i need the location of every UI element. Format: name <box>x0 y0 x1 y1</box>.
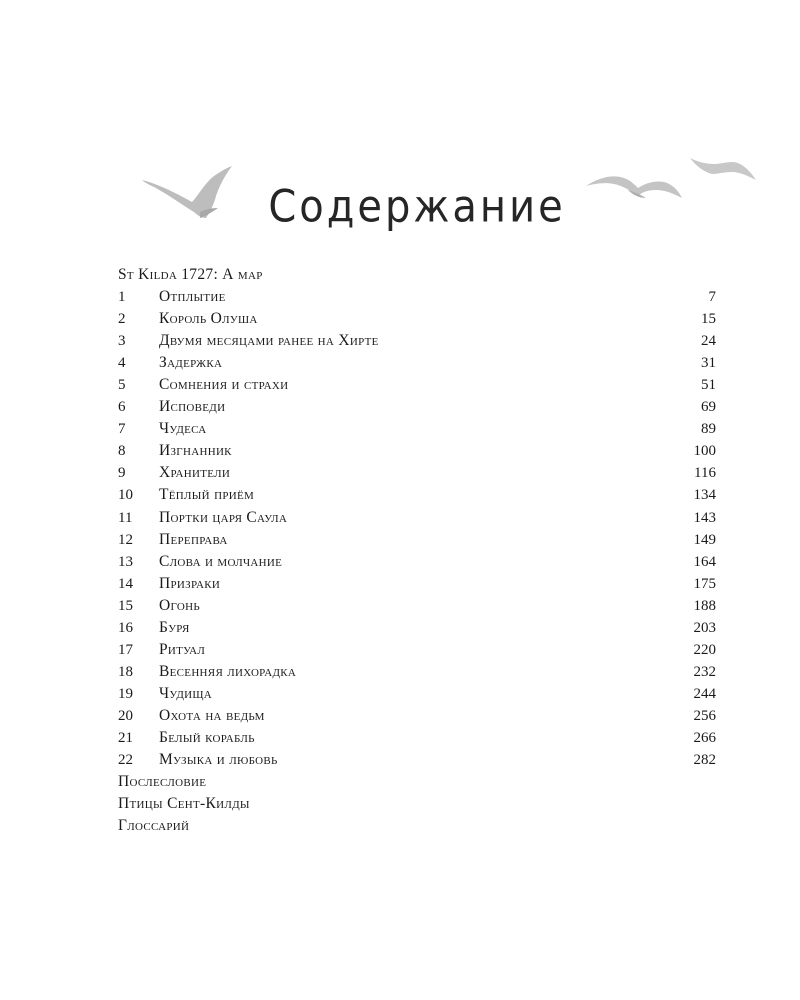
chapter-title: Буря <box>159 618 190 636</box>
chapter-number: 4 <box>118 355 126 372</box>
toc-prelude-title: St Kilda 1727: А мар <box>118 266 263 283</box>
toc-chapter-15[interactable] <box>118 595 718 617</box>
chapter-number: 6 <box>118 399 126 416</box>
chapter-page: 256 <box>693 707 716 724</box>
chapter-page: 244 <box>693 685 716 702</box>
chapter-page: 24 <box>701 333 716 350</box>
toc-appendix-title: Послесловие <box>118 773 207 791</box>
toc-chapter-4[interactable] <box>118 352 718 374</box>
chapter-title: Исповеди <box>159 398 226 416</box>
chapter-number: 21 <box>118 729 133 746</box>
chapter-page: 188 <box>693 597 716 614</box>
chapter-page: 51 <box>701 377 716 394</box>
toc-chapter-14[interactable] <box>118 573 718 595</box>
toc-chapter-12[interactable] <box>118 529 718 551</box>
chapter-page: 203 <box>693 619 716 636</box>
chapter-number: 12 <box>118 531 133 548</box>
chapter-number: 5 <box>118 377 126 394</box>
toc-chapter-13[interactable] <box>118 551 718 573</box>
chapter-number: 14 <box>118 575 133 592</box>
chapter-number: 16 <box>118 619 133 636</box>
toc-chapter-22[interactable] <box>118 749 718 771</box>
chapter-page: 149 <box>693 531 716 548</box>
toc-chapter-3[interactable] <box>118 330 718 352</box>
toc-afterword[interactable] <box>118 771 718 793</box>
page-title: Содержание <box>268 181 566 233</box>
chapter-page: 134 <box>693 487 716 504</box>
chapter-page: 69 <box>701 399 716 416</box>
chapter-page: 116 <box>694 465 716 482</box>
chapter-page: 100 <box>693 443 716 460</box>
chapter-page: 31 <box>701 355 716 372</box>
chapter-title: Чудеса <box>159 420 207 438</box>
chapter-title: Сомнения и страхи <box>159 376 289 394</box>
chapter-page: 143 <box>693 509 716 526</box>
chapter-title: Король Олуша <box>159 310 258 328</box>
toc-chapter-18[interactable] <box>118 661 718 683</box>
chapter-page: 232 <box>693 663 716 680</box>
chapter-title: Весенняя лихорадка <box>159 662 297 680</box>
toc-chapter-17[interactable] <box>118 639 718 661</box>
toc-chapter-16[interactable] <box>118 617 718 639</box>
toc-birds-of-st-kilda[interactable] <box>118 793 718 815</box>
chapter-number: 1 <box>118 289 126 306</box>
chapter-page: 220 <box>693 641 716 658</box>
chapter-title: Охота на ведьм <box>159 706 265 724</box>
chapter-number: 15 <box>118 597 133 614</box>
toc-chapter-8[interactable] <box>118 440 718 462</box>
toc-chapter-20[interactable] <box>118 705 718 727</box>
chapter-title: Чудища <box>159 684 213 702</box>
chapter-number: 3 <box>118 333 126 350</box>
chapter-number: 2 <box>118 311 126 328</box>
chapter-title: Слова и молчание <box>159 552 283 570</box>
chapter-title: Белый корабль <box>159 728 255 746</box>
chapter-title: Портки царя Саула <box>159 508 288 526</box>
chapter-page: 282 <box>693 752 716 769</box>
chapter-number: 11 <box>118 509 133 526</box>
toc-chapter-10[interactable] <box>118 484 718 506</box>
toc-glossary[interactable] <box>118 815 718 837</box>
chapter-number: 10 <box>118 487 133 504</box>
toc-chapter-6[interactable] <box>118 396 718 418</box>
toc-chapter-2[interactable] <box>118 308 718 330</box>
chapter-number: 19 <box>118 685 133 702</box>
chapter-page: 89 <box>701 421 716 438</box>
chapter-page: 175 <box>693 575 716 592</box>
chapter-title: Музыка и любовь <box>159 751 278 769</box>
chapter-title: Ритуал <box>159 640 206 658</box>
chapter-number: 22 <box>118 752 133 769</box>
toc-chapter-5[interactable] <box>118 374 718 396</box>
chapter-title: Двумя месяцами ранее на Хирте <box>159 332 379 350</box>
chapter-title: Переправа <box>159 530 228 548</box>
chapter-number: 13 <box>118 553 133 570</box>
chapter-number: 20 <box>118 707 133 724</box>
chapter-title: Задержка <box>159 354 223 372</box>
chapter-page: 164 <box>693 553 716 570</box>
toc-appendix-title: Птицы Сент-Килды <box>118 795 250 813</box>
chapter-page: 7 <box>708 289 716 306</box>
chapter-title: Огонь <box>159 596 200 614</box>
chapter-title: Тёплый приём <box>159 486 255 504</box>
table-of-contents <box>118 264 718 837</box>
chapter-title: Хранители <box>159 464 231 482</box>
chapter-page: 266 <box>693 729 716 746</box>
toc-chapter-9[interactable] <box>118 462 718 484</box>
toc-prelude[interactable] <box>118 264 718 286</box>
chapter-number: 17 <box>118 641 133 658</box>
toc-appendix-title: Глоссарий <box>118 817 190 835</box>
chapter-number: 7 <box>118 421 126 438</box>
chapter-page: 15 <box>701 311 716 328</box>
toc-chapter-19[interactable] <box>118 683 718 705</box>
chapter-number: 8 <box>118 443 126 460</box>
toc-chapter-7[interactable] <box>118 418 718 440</box>
chapter-number: 9 <box>118 465 126 482</box>
chapter-title: Призраки <box>159 574 221 592</box>
chapter-title: Изгнанник <box>159 442 232 460</box>
toc-chapter-1[interactable] <box>118 286 718 308</box>
toc-chapter-21[interactable] <box>118 727 718 749</box>
chapter-title: Отплытие <box>159 288 226 306</box>
chapter-number: 18 <box>118 663 133 680</box>
toc-chapter-11[interactable] <box>118 507 718 529</box>
